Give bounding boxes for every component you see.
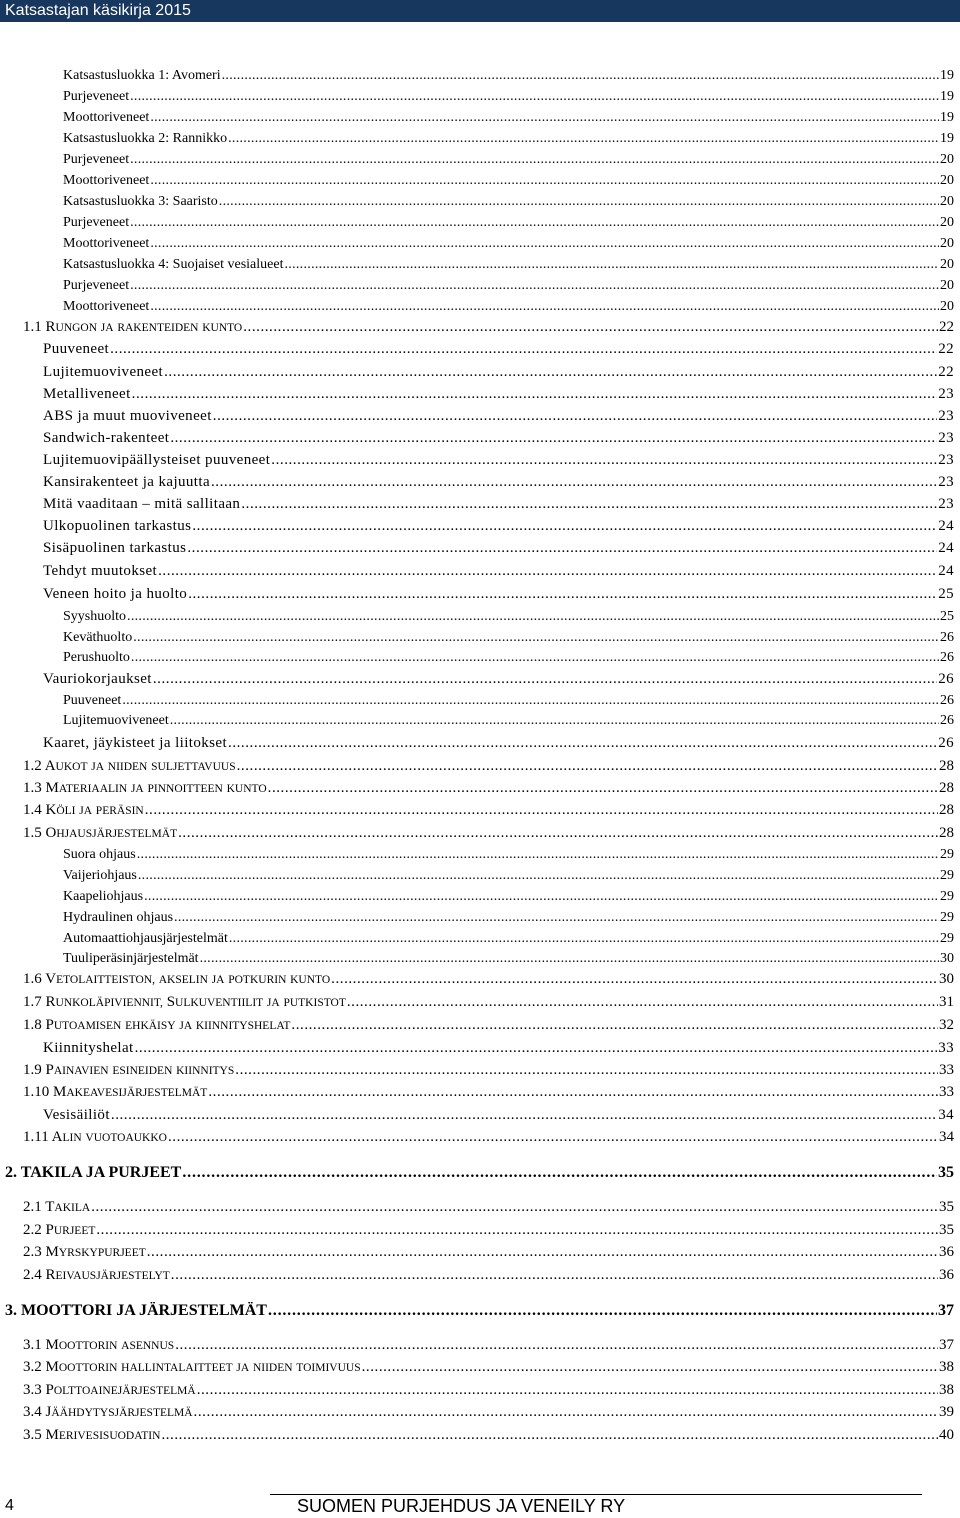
toc-entry-page: 36 <box>939 1267 954 1283</box>
toc-entry[interactable] <box>63 89 954 105</box>
toc-entry-number: 3.1 <box>23 1337 42 1353</box>
toc-entry-page: 34 <box>938 1107 954 1123</box>
toc-dot-leader <box>161 1427 938 1444</box>
toc-entry-page: 38 <box>939 1359 954 1375</box>
toc-entry-page: 38 <box>939 1382 954 1398</box>
toc-entry-label: Automaattiohjausjärjestelmät <box>63 931 228 946</box>
toc-entry[interactable] <box>43 430 954 447</box>
toc-entry-page: 29 <box>940 910 954 925</box>
toc-entry-label: Lujitemuoviveneet <box>43 364 164 380</box>
toc-entry-number: 3.5 <box>23 1427 42 1443</box>
toc-entry[interactable] <box>43 386 954 403</box>
toc-entry[interactable] <box>43 474 954 491</box>
toc-entry[interactable] <box>63 931 954 947</box>
toc-entry-label: 3.1 MOOTTORIN ASENNUS <box>23 1337 175 1353</box>
toc-dot-leader <box>268 780 938 797</box>
toc-dot-leader <box>211 474 937 491</box>
toc-dot-leader <box>229 931 939 947</box>
toc-entry-label: 2.2 PURJEET <box>23 1222 96 1238</box>
toc-entry[interactable] <box>23 1244 954 1261</box>
toc-entry[interactable] <box>23 1199 954 1216</box>
toc-entry[interactable] <box>63 630 954 646</box>
toc-entry[interactable] <box>63 713 954 729</box>
toc-entry-label: Sandwich-rakenteet <box>43 430 170 446</box>
toc-dot-leader <box>175 1337 938 1354</box>
toc-entry-page: 34 <box>939 1129 954 1145</box>
toc-entry[interactable] <box>63 299 954 315</box>
toc-entry-number: 1.6 <box>23 971 42 987</box>
toc-entry[interactable] <box>23 1129 954 1146</box>
toc-entry-page: 35 <box>938 1164 954 1181</box>
toc-entry-page: 19 <box>940 89 954 104</box>
toc-entry-number: 2.2 <box>23 1222 42 1238</box>
toc-entry-page: 26 <box>940 713 954 728</box>
toc-dot-leader <box>127 609 939 625</box>
toc-entry-page: 19 <box>940 131 954 146</box>
toc-entry-number: 3.3 <box>23 1382 42 1398</box>
toc-entry[interactable] <box>23 1382 954 1399</box>
toc-entry[interactable] <box>63 609 954 625</box>
toc-dot-leader <box>138 868 939 884</box>
toc-dot-leader <box>122 693 939 709</box>
toc-dot-leader <box>237 758 938 775</box>
toc-dot-leader <box>213 408 937 425</box>
toc-entry-label: 3.5 MERIVESISUODATIN <box>23 1427 161 1443</box>
toc-dot-leader <box>132 386 938 403</box>
toc-entry-number: 1.7 <box>23 994 42 1010</box>
toc-entry-label: 1.3 MATERIAALIN JA PINNOITTEEN KUNTO <box>23 780 267 796</box>
toc-entry[interactable] <box>43 671 954 688</box>
toc-entry-number: 1.4 <box>23 802 42 818</box>
toc-dot-leader <box>331 971 938 988</box>
toc-entry[interactable] <box>23 1222 954 1239</box>
toc-entry-number: 2.4 <box>23 1267 42 1283</box>
toc-entry[interactable] <box>23 1427 954 1444</box>
toc-dot-leader <box>187 540 937 557</box>
toc-entry-label: 1.7 RUNKOLÄPIVIENNIT, SULKUVENTIILIT JA PUTKISTOT <box>23 994 346 1010</box>
toc-dot-leader <box>110 341 937 358</box>
toc-dot-leader <box>200 951 939 967</box>
toc-entry-label: Veneen hoito ja huolto <box>43 586 188 602</box>
toc-entry-page: 37 <box>938 1302 954 1319</box>
toc-dot-leader <box>130 89 939 105</box>
footer-page-number: 4 <box>5 1497 14 1514</box>
toc-entry-label: Katsastusluokka 4: Suojaiset vesialueet <box>63 257 284 272</box>
toc-entry-label: Katsastusluokka 2: Rannikko <box>63 131 228 146</box>
toc-entry-page: 23 <box>938 496 954 512</box>
toc-entry-number: 1.1 <box>23 319 42 335</box>
toc-entry[interactable] <box>43 364 954 381</box>
toc-entry[interactable] <box>23 971 954 988</box>
toc-entry-page: 20 <box>940 215 954 230</box>
toc-entry-label: Metalliveneet <box>43 386 131 402</box>
toc-dot-leader <box>130 278 939 294</box>
toc-entry-label: Moottoriveneet <box>63 299 150 314</box>
toc-dot-leader <box>137 847 939 863</box>
toc-entry-label: Purjeveneet <box>63 215 130 230</box>
toc-entry[interactable] <box>23 1404 954 1421</box>
toc-dot-leader <box>150 299 939 315</box>
toc-entry-page: 20 <box>940 194 954 209</box>
toc-entry-label: 3.3 POLTTOAINEJÄRJESTELMÄ <box>23 1382 196 1398</box>
toc-entry-label: 1.4 KÖLI JA PERÄSIN <box>23 802 144 818</box>
toc-entry[interactable] <box>63 215 954 231</box>
toc-dot-leader <box>158 563 937 580</box>
toc-entry-label: Kaapeliohjaus <box>63 889 144 904</box>
toc-entry-page: 23 <box>938 474 954 490</box>
toc-entry[interactable] <box>23 1337 954 1354</box>
toc-entry-label: ABS ja muut muoviveneet <box>43 408 212 424</box>
toc-entry-label: 3.4 JÄÄHDYTYSJÄRJESTELMÄ <box>23 1404 193 1420</box>
toc-dot-leader <box>150 110 939 126</box>
toc-entry-page: 25 <box>938 586 954 602</box>
toc-dot-leader <box>150 173 939 189</box>
toc-entry-page: 24 <box>938 518 954 534</box>
toc-dot-leader <box>170 713 939 729</box>
toc-entry-page: 22 <box>938 364 954 380</box>
toc-entry[interactable] <box>5 1302 954 1320</box>
toc-entry-label: Sisäpuolinen tarkastus <box>43 540 187 556</box>
toc-dot-leader <box>194 1404 938 1421</box>
toc-entry-page: 33 <box>939 1062 954 1078</box>
toc-entry-page: 39 <box>939 1404 954 1420</box>
toc-entry-page: 29 <box>940 868 954 883</box>
toc-entry[interactable] <box>23 994 954 1011</box>
toc-entry[interactable] <box>63 693 954 709</box>
toc-entry-page: 20 <box>940 257 954 272</box>
toc-entry-number: 3.4 <box>23 1404 42 1420</box>
toc-entry[interactable] <box>43 1107 954 1124</box>
toc-dot-leader <box>235 1062 938 1079</box>
toc-entry-page: 29 <box>940 847 954 862</box>
toc-entry-label: Vesisäiliöt <box>43 1107 110 1123</box>
toc-entry-label: 3. MOOTTORI JA JÄRJESTELMÄT <box>5 1302 267 1319</box>
toc-entry[interactable] <box>63 110 954 126</box>
toc-entry-page: 35 <box>939 1199 954 1215</box>
toc-entry-page: 19 <box>940 110 954 125</box>
footer-divider <box>270 1494 922 1495</box>
toc-entry[interactable] <box>63 68 954 84</box>
toc-entry[interactable] <box>63 910 954 926</box>
toc-entry-label: Kiinnityshelat <box>43 1040 134 1056</box>
toc-entry-page: 23 <box>938 408 954 424</box>
toc-entry-page: 29 <box>940 889 954 904</box>
toc-entry-page: 28 <box>939 825 954 841</box>
toc-entry-label: Purjeveneet <box>63 278 130 293</box>
toc-dot-leader <box>228 735 937 752</box>
toc-entry-label: 3.2 MOOTTORIN HALLINTALAITTEET JA NIIDEN TOIMIVUUS <box>23 1359 361 1375</box>
toc-entry[interactable] <box>43 518 954 535</box>
toc-entry[interactable] <box>63 152 954 168</box>
toc-entry-label: 2.1 TAKILA <box>23 1199 91 1215</box>
toc-entry[interactable] <box>43 540 954 557</box>
toc-dot-leader <box>243 319 938 336</box>
toc-entry-page: 28 <box>939 758 954 774</box>
toc-entry-page: 20 <box>940 299 954 314</box>
toc-entry-label: 1.8 PUTOAMISEN EHKÄISY JA KIINNITYSHELAT <box>23 1017 291 1033</box>
toc-dot-leader <box>171 1267 938 1284</box>
toc-entry-label: Hydraulinen ohjaus <box>63 910 174 925</box>
toc-entry-number: 1.9 <box>23 1062 42 1078</box>
toc-dot-leader <box>91 1199 938 1216</box>
toc-entry-page: 26 <box>938 735 954 751</box>
toc-entry-page: 28 <box>939 802 954 818</box>
toc-entry-label: 1.1 RUNGON JA RAKENTEIDEN KUNTO <box>23 319 243 335</box>
toc-entry-label: 1.6 VETOLAITTEISTON, AKSELIN JA POTKURIN KUNTO <box>23 971 331 987</box>
toc-entry[interactable] <box>63 889 954 905</box>
toc-entry-page: 30 <box>940 951 954 966</box>
toc-entry-page: 24 <box>938 540 954 556</box>
toc-entry-page: 25 <box>940 609 954 624</box>
toc-entry-label: 1.9 PAINAVIEN ESINEIDEN KIINNITYS <box>23 1062 235 1078</box>
toc-dot-leader <box>192 518 937 535</box>
toc-entry-label: Moottoriveneet <box>63 236 150 251</box>
toc-dot-leader <box>362 1359 938 1376</box>
toc-entry-label: 1.5 OHJAUSJÄRJESTELMÄT <box>23 825 178 841</box>
toc-entry[interactable] <box>23 1084 954 1101</box>
toc-entry[interactable] <box>43 735 954 752</box>
toc-entry-label: Syyshuolto <box>63 609 127 624</box>
toc-dot-leader <box>188 586 937 603</box>
toc-entry-label: Lujitemuovipäällysteiset puuveneet <box>43 452 271 468</box>
toc-dot-leader <box>174 910 939 926</box>
toc-entry-label: Kaaret, jäykisteet ja liitokset <box>43 735 228 751</box>
toc-entry-page: 23 <box>938 430 954 446</box>
toc-entry[interactable] <box>43 496 954 513</box>
toc-entry-label: Kansirakenteet ja kajuutta <box>43 474 210 490</box>
toc-dot-leader <box>168 1129 938 1146</box>
toc-entry-label: 1.10 MAKEAVESIJÄRJESTELMÄT <box>23 1084 208 1100</box>
toc-entry-number: 1.2 <box>23 758 42 774</box>
toc-entry-label: Suora ohjaus <box>63 847 136 862</box>
toc-entry-label: Keväthuolto <box>63 630 133 645</box>
toc-dot-leader <box>130 152 939 168</box>
toc-dot-leader <box>133 630 939 646</box>
toc-entry[interactable] <box>43 586 954 603</box>
toc-dot-leader <box>228 131 939 147</box>
toc-dot-leader <box>284 257 939 273</box>
toc-entry[interactable] <box>5 1164 954 1182</box>
document-header-bar <box>0 0 960 22</box>
toc-entry[interactable] <box>63 951 954 967</box>
toc-entry-label: Tehdyt muutokset <box>43 563 158 579</box>
toc-entry[interactable] <box>23 1017 954 1034</box>
toc-entry-number: 1.3 <box>23 780 42 796</box>
toc-entry-number: 3.2 <box>23 1359 42 1375</box>
toc-entry[interactable] <box>23 825 954 842</box>
toc-entry-label: 1.2 AUKOT JA NIIDEN SULJETTAVUUS <box>23 758 236 774</box>
toc-entry-label: Vauriokorjaukset <box>43 671 152 687</box>
toc-dot-leader <box>222 68 939 84</box>
toc-dot-leader <box>150 236 939 252</box>
toc-entry-page: 31 <box>939 994 954 1010</box>
toc-entry-label: Lujitemuoviveneet <box>63 713 169 728</box>
toc-dot-leader <box>241 496 937 513</box>
toc-entry-number: 2.1 <box>23 1199 42 1215</box>
toc-entry-page: 28 <box>939 780 954 796</box>
toc-entry[interactable] <box>63 236 954 252</box>
toc-entry-page: 36 <box>939 1244 954 1260</box>
toc-dot-leader <box>208 1084 938 1101</box>
toc-dot-leader <box>219 194 939 210</box>
toc-entry-label: Purjeveneet <box>63 89 130 104</box>
toc-dot-leader <box>291 1017 938 1034</box>
toc-entry[interactable] <box>43 341 954 358</box>
toc-entry-label: Perushuolto <box>63 650 130 665</box>
toc-entry[interactable] <box>43 563 954 580</box>
toc-dot-leader <box>147 1244 938 1261</box>
toc-entry-label: 1.11 ALIN VUOTOAUKKO <box>23 1129 167 1145</box>
toc-entry-page: 26 <box>940 650 954 665</box>
toc-entry-label: 2. TAKILA JA PURJEET <box>5 1164 182 1181</box>
toc-entry[interactable] <box>23 758 954 775</box>
toc-entry[interactable] <box>23 802 954 819</box>
toc-entry[interactable] <box>23 1359 954 1376</box>
toc-dot-leader <box>111 1107 937 1124</box>
toc-entry[interactable] <box>43 1040 954 1057</box>
toc-entry-page: 40 <box>939 1427 954 1443</box>
toc-dot-leader <box>164 364 937 381</box>
toc-dot-leader <box>130 215 939 231</box>
toc-dot-leader <box>182 1164 937 1182</box>
toc-entry-label: Ulkopuolinen tarkastus <box>43 518 192 534</box>
toc-entry-page: 26 <box>940 693 954 708</box>
toc-entry-page: 35 <box>939 1222 954 1238</box>
toc-entry[interactable] <box>63 173 954 189</box>
toc-dot-leader <box>271 452 937 469</box>
toc-entry[interactable] <box>23 780 954 797</box>
toc-entry-label: Katsastusluokka 3: Saaristo <box>63 194 218 209</box>
toc-entry-page: 23 <box>938 452 954 468</box>
toc-entry-label: Mitä vaaditaan – mitä sallitaan <box>43 496 241 512</box>
toc-entry-page: 20 <box>940 278 954 293</box>
toc-entry-page: 26 <box>938 671 954 687</box>
toc-entry[interactable] <box>63 650 954 666</box>
toc-entry[interactable] <box>63 257 954 273</box>
toc-entry[interactable] <box>23 319 954 336</box>
toc-entry-page: 32 <box>939 1017 954 1033</box>
toc-dot-leader <box>153 671 937 688</box>
toc-entry-page: 22 <box>938 341 954 357</box>
toc-entry-label: Vaijeriohjaus <box>63 868 137 883</box>
toc-dot-leader <box>268 1302 937 1320</box>
toc-entry-page: 20 <box>940 152 954 167</box>
toc-entry-page: 24 <box>938 563 954 579</box>
toc-entry[interactable] <box>43 452 954 469</box>
toc-dot-leader <box>178 825 938 842</box>
toc-entry-page: 26 <box>940 630 954 645</box>
toc-entry[interactable] <box>63 868 954 884</box>
toc-entry-page: 37 <box>939 1337 954 1353</box>
toc-entry-number: 1.5 <box>23 825 42 841</box>
toc-entry-label: 2.3 MYRSKYPURJEET <box>23 1244 146 1260</box>
toc-entry-page: 23 <box>938 386 954 402</box>
toc-entry-page: 22 <box>939 319 954 335</box>
toc-entry-page: 33 <box>938 1040 954 1056</box>
toc-entry-label: Katsastusluokka 1: Avomeri <box>63 68 221 83</box>
toc-dot-leader <box>347 994 938 1011</box>
toc-entry-page: 33 <box>939 1084 954 1100</box>
toc-entry[interactable] <box>63 847 954 863</box>
toc-dot-leader <box>170 430 937 447</box>
toc-entry-number: 2.3 <box>23 1244 42 1260</box>
toc-entry-number: 1.11 <box>23 1129 49 1145</box>
toc-entry-page: 29 <box>940 931 954 946</box>
toc-entry-page: 19 <box>940 68 954 83</box>
toc-entry-page: 20 <box>940 173 954 188</box>
toc-dot-leader <box>144 889 939 905</box>
toc-dot-leader <box>96 1222 938 1239</box>
toc-entry[interactable] <box>23 1267 954 1284</box>
toc-entry-label: Moottoriveneet <box>63 173 150 188</box>
toc-entry-page: 20 <box>940 236 954 251</box>
toc-entry-label: Moottoriveneet <box>63 110 150 125</box>
toc-entry[interactable] <box>23 1062 954 1079</box>
toc-entry-label: Purjeveneet <box>63 152 130 167</box>
toc-entry-label: Tuuliperäsinjärjestelmät <box>63 951 199 966</box>
toc-dot-leader <box>131 650 939 666</box>
toc-entry-label: 2.4 REIVAUSJÄRJESTELYT <box>23 1267 170 1283</box>
toc-dot-leader <box>135 1040 938 1057</box>
toc-dot-leader <box>197 1382 938 1399</box>
toc-dot-leader <box>145 802 938 819</box>
footer-organization: SUOMEN PURJEHDUS JA VENEILY RY <box>297 1496 626 1516</box>
toc-entry-number: 1.10 <box>23 1084 50 1100</box>
toc-entry-label: Puuveneet <box>63 693 122 708</box>
toc-entry[interactable] <box>63 278 954 294</box>
toc-entry[interactable] <box>63 194 954 210</box>
toc-entry-page: 30 <box>939 971 954 987</box>
toc-entry-number: 1.8 <box>23 1017 42 1033</box>
toc-entry[interactable] <box>63 131 954 147</box>
toc-entry[interactable] <box>43 408 954 425</box>
toc-entry-label: Puuveneet <box>43 341 110 357</box>
document-title: Katsastajan käsikirja 2015 <box>5 2 191 19</box>
